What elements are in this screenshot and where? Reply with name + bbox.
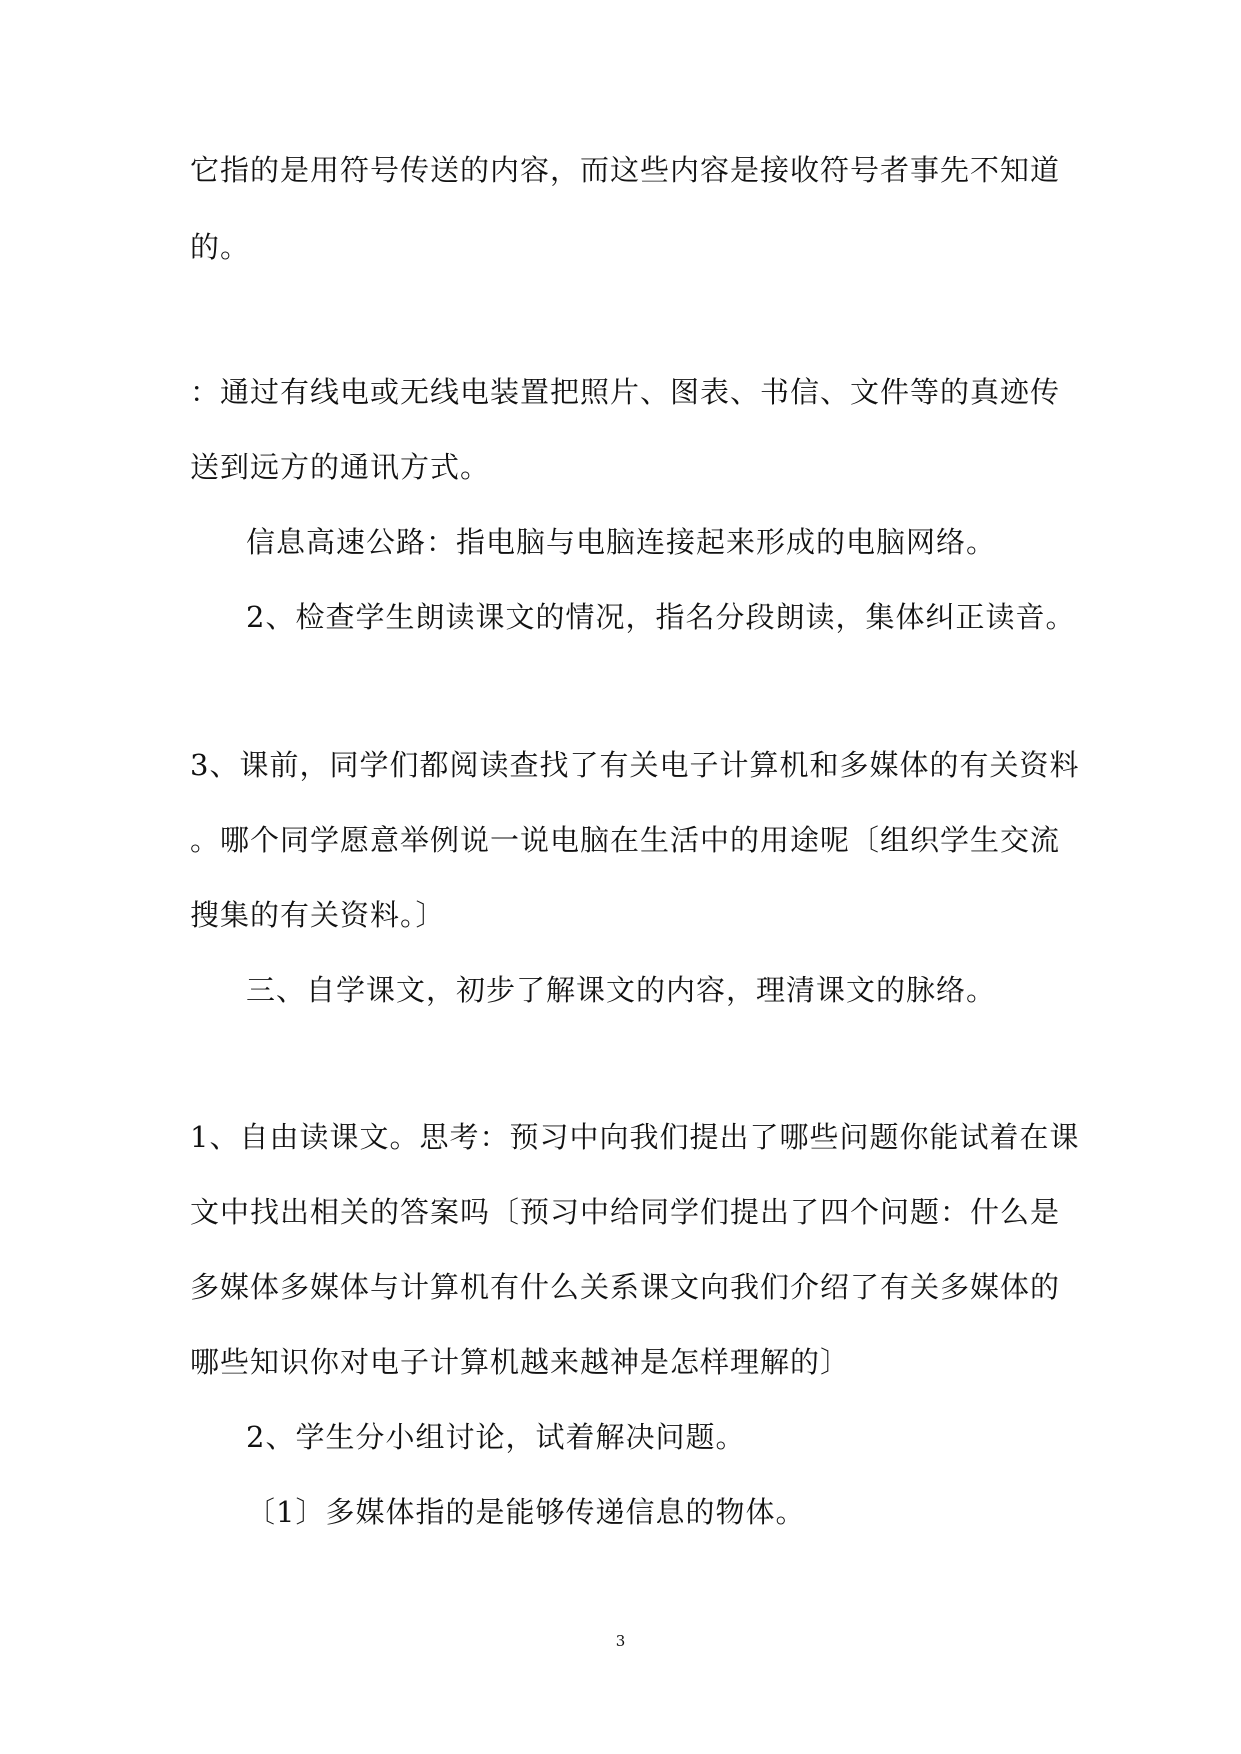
text-line-11: 1、自由读课文。思考：预习中向我们提出了哪些问题你能试着在课 — [190, 1120, 1080, 1154]
text-line-6: 2、检查学生朗读课文的情况，指名分段朗读，集体纠正读音。 — [246, 600, 1076, 634]
text-line-10: 三、自学课文，初步了解课文的内容，理清课文的脉络。 — [246, 973, 997, 1007]
text-line-3: ：通过有线电或无线电装置把照片、图表、书信、文件等的真迹传 — [190, 375, 1061, 409]
text-line-2: 的。 — [190, 230, 251, 264]
text-line-1: 它指的是用符号传送的内容，而这些内容是接收符号者事先不知道 — [190, 153, 1061, 187]
text-line-5: 信息高速公路：指电脑与电脑连接起来形成的电脑网络。 — [246, 525, 997, 559]
text-line-12: 文中找出相关的答案吗〔预习中给同学们提出了四个问题：什么是 — [190, 1195, 1061, 1229]
text-line-14: 哪些知识你对电子计算机越来越神是怎样理解的〕 — [190, 1345, 851, 1379]
page-number: 3 — [615, 1632, 626, 1650]
text-line-16: 〔1〕多媒体指的是能够传递信息的物体。 — [246, 1495, 806, 1529]
text-line-7: 3、课前，同学们都阅读查找了有关电子计算机和多媒体的有关资料 — [190, 748, 1080, 782]
text-line-15: 2、学生分小组讨论，试着解决问题。 — [246, 1420, 746, 1454]
text-line-8: 。哪个同学愿意举例说一说电脑在生活中的用途呢〔组织学生交流 — [190, 823, 1061, 857]
text-line-4: 送到远方的通讯方式。 — [190, 450, 491, 484]
text-line-13: 多媒体多媒体与计算机有什么关系课文向我们介绍了有关多媒体的 — [190, 1270, 1061, 1304]
text-line-9: 搜集的有关资料。〕 — [190, 898, 446, 932]
